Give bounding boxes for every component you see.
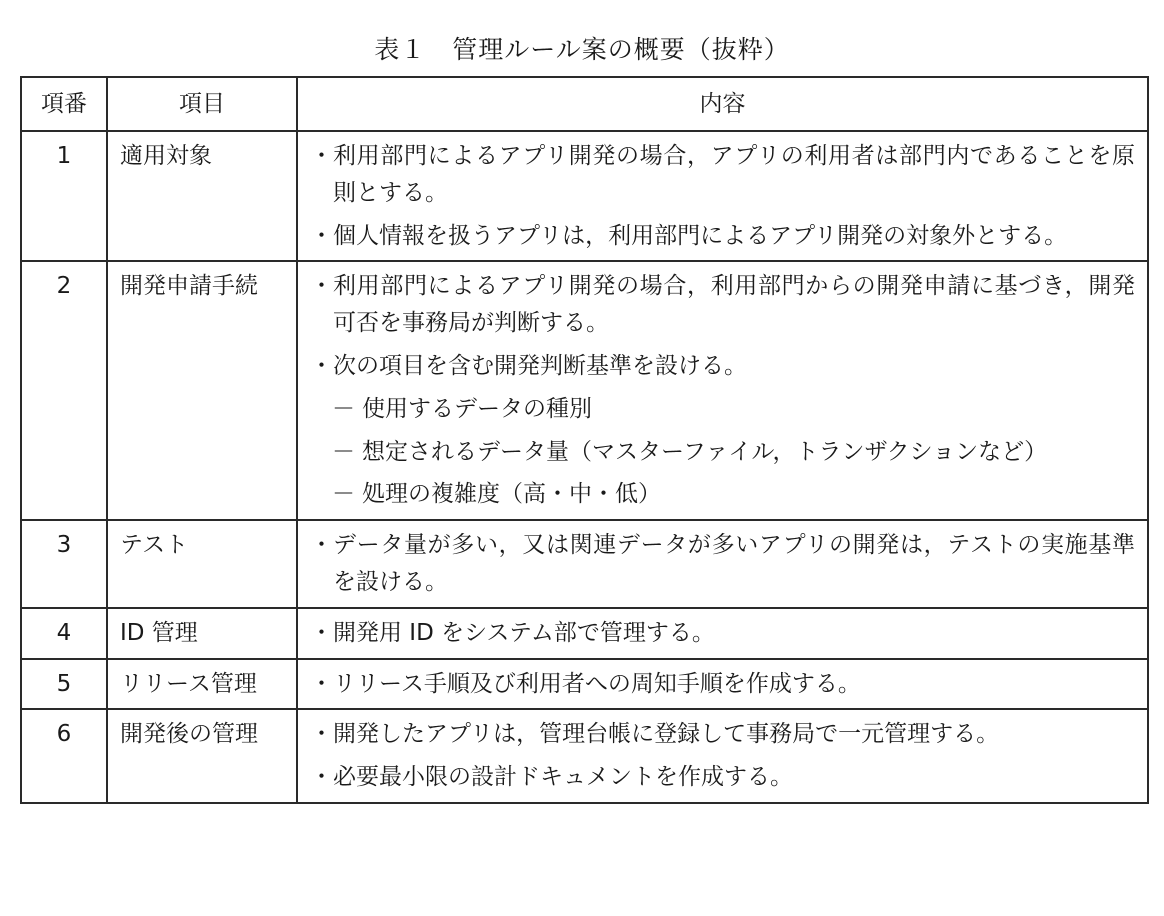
bullet-text: リリース手順及び利用者への周知手順を作成する。 (333, 670, 861, 697)
bullet-text: 開発したアプリは，管理台帳に登録して事務局で一元管理する。 (333, 721, 1000, 748)
table-row (21, 709, 1148, 803)
bullet-mark: ・ (310, 764, 333, 791)
sub-item-text: 使用するデータの種別 (362, 395, 592, 422)
sub-item-text: 想定されるデータ量（マスターファイル，トランザクションなど） (362, 438, 1048, 465)
row-number: 2 (21, 261, 107, 520)
row-number: 1 (21, 131, 107, 261)
bullet-item (310, 666, 1135, 703)
bullet-item (310, 218, 1135, 255)
row-item: 適用対象 (107, 131, 297, 261)
row-item: ID 管理 (107, 608, 297, 659)
bullet-text: 個人情報を扱うアプリは，利用部門によるアプリ開発の対象外とする。 (333, 222, 1068, 249)
bullet-item (310, 716, 1135, 753)
sub-item (332, 476, 1135, 513)
row-content (297, 261, 1148, 520)
row-item: 開発後の管理 (107, 709, 297, 803)
bullet-item (310, 348, 1135, 385)
table-row (21, 520, 1148, 608)
bullet-mark: ・ (310, 721, 333, 748)
row-item: 開発申請手続 (107, 261, 297, 520)
row-content (297, 659, 1148, 710)
bullet-item (310, 527, 1135, 601)
dash-mark: － (332, 481, 355, 508)
bullet-mark: ・ (310, 619, 333, 646)
bullet-item (310, 615, 1135, 652)
row-content (297, 709, 1148, 803)
bullet-item (310, 268, 1135, 342)
bullet-mark: ・ (310, 222, 333, 249)
bullet-text: 利用部門によるアプリ開発の場合，アプリの利用者は部門内であることを原則とする。 (333, 143, 1135, 206)
header-content: 内容 (297, 77, 1148, 131)
bullet-mark: ・ (310, 273, 333, 300)
row-content (297, 520, 1148, 608)
table-row (21, 659, 1148, 710)
dash-mark: － (332, 395, 355, 422)
table-row (21, 261, 1148, 520)
table-row (21, 131, 1148, 261)
bullet-item (310, 138, 1135, 212)
sub-item-text: 処理の複雑度（高・中・低） (362, 481, 661, 508)
bullet-mark: ・ (310, 670, 333, 697)
row-item: テスト (107, 520, 297, 608)
sub-item (332, 434, 1135, 471)
header-item: 項目 (107, 77, 297, 131)
sub-item (332, 391, 1135, 428)
bullet-item (310, 759, 1135, 796)
row-number: 3 (21, 520, 107, 608)
bullet-text: 利用部門によるアプリ開発の場合，利用部門からの開発申請に基づき，開発可否を事務局が判断する。 (333, 273, 1135, 337)
row-content (297, 131, 1148, 261)
row-number: 6 (21, 709, 107, 803)
bullet-text: 次の項目を含む開発判断基準を設ける。 (333, 352, 747, 379)
row-item: リリース管理 (107, 659, 297, 710)
management-rules-table (20, 76, 1149, 804)
bullet-text: データ量が多い，又は関連データが多いアプリの開発は，テストの実施基準を設ける。 (333, 532, 1135, 595)
bullet-mark: ・ (310, 143, 333, 169)
table-caption: 表１ 管理ルール案の概要（抜粋） (374, 35, 790, 64)
row-content (297, 608, 1148, 659)
header-no: 項番 (21, 77, 107, 131)
table-row (21, 608, 1148, 659)
bullet-mark: ・ (310, 532, 333, 559)
header-row (21, 77, 1148, 131)
bullet-text: 必要最小限の設計ドキュメントを作成する。 (333, 764, 793, 791)
bullet-mark: ・ (310, 352, 333, 379)
row-number: 5 (21, 659, 107, 710)
bullet-text: 開発用 ID をシステム部で管理する。 (333, 619, 715, 646)
dash-mark: － (332, 438, 355, 465)
row-number: 4 (21, 608, 107, 659)
